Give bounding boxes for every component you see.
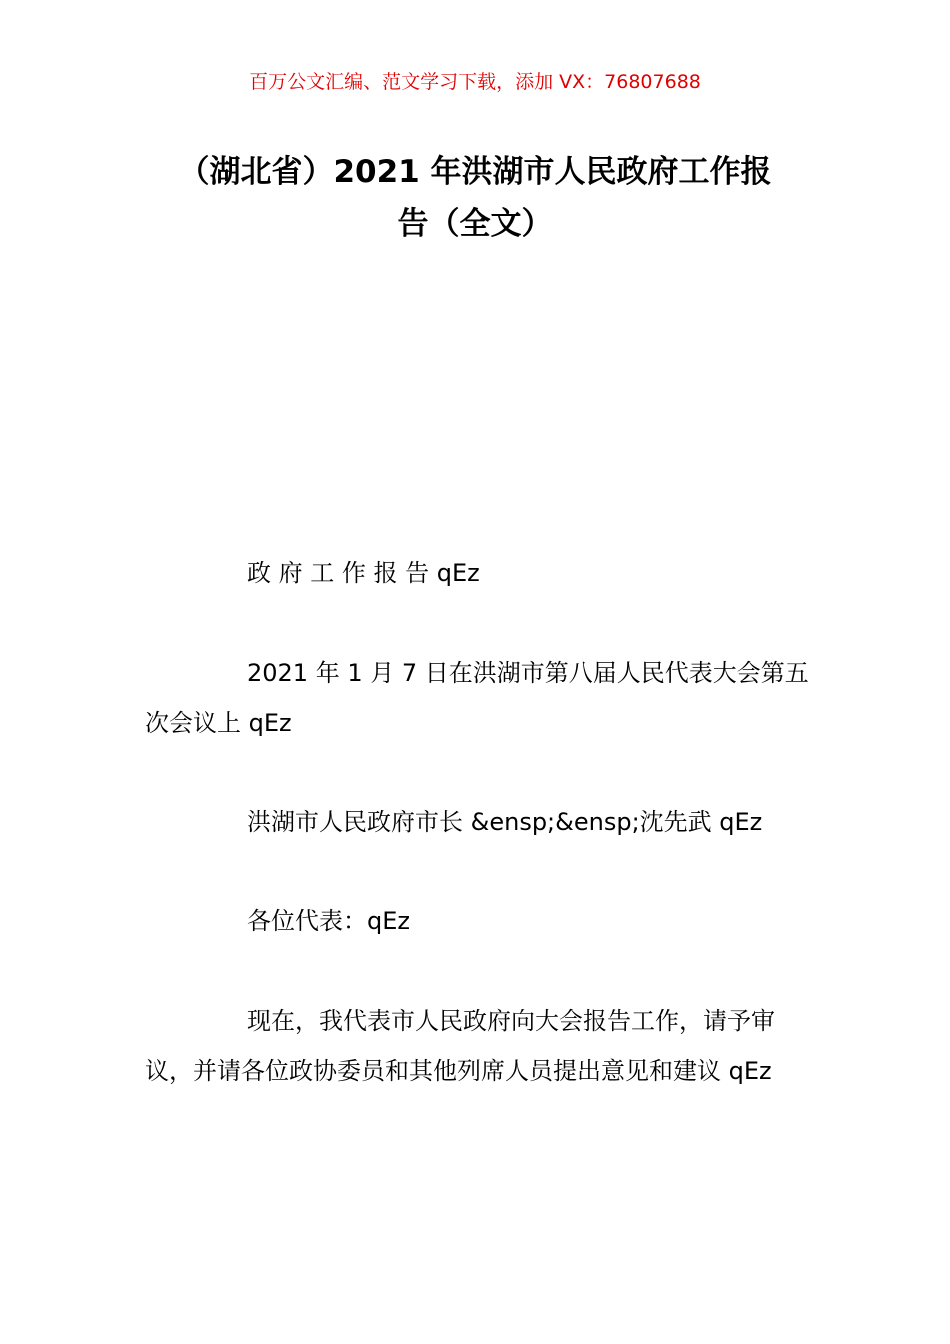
document-title-line-2: 告（全文） bbox=[397, 206, 553, 242]
header-note: 百万公文汇编、范文学习下载，添加 VX：76807688 bbox=[249, 71, 701, 93]
paragraph-opening: 现在，我代表市人民政府向大会报告工作，请予审议，并请各位政协委员和其他列席人员提出意见和建议 qEz bbox=[145, 1007, 775, 1085]
document-title-line-1: （湖北省）2021 年洪湖市人民政府工作报 bbox=[178, 154, 772, 190]
paragraph-salutation: 各位代表：qEz bbox=[247, 907, 410, 935]
paragraph-date-session: 2021 年 1 月 7 日在洪湖市第八届人民代表大会第五次会议上 qEz bbox=[145, 659, 809, 737]
paragraph-mayor: 洪湖市人民政府市长 &ensp;&ensp;沈先武 qEz bbox=[247, 808, 763, 836]
document-title bbox=[140, 146, 810, 250]
paragraph-heading: 政 府 工 作 报 告 qEz bbox=[247, 559, 480, 587]
